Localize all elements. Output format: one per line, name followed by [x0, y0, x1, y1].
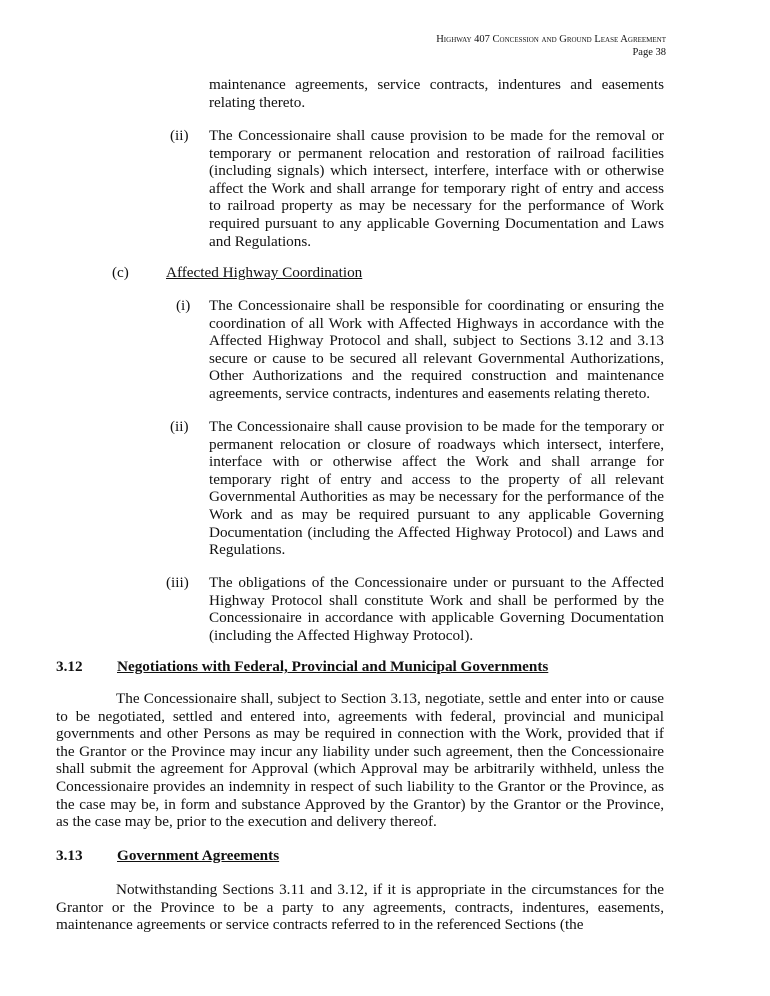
- continued-paragraph: maintenance agreements, service contracts, indentures and easements relating thereto.: [209, 76, 664, 111]
- page-header: [436, 33, 666, 59]
- item-label: (i): [176, 297, 191, 314]
- item-paragraph: The Concessionaire shall cause provision to be made for the removal or temporary or permanent relocation and restoration of railroad facilities (including signals) which intersect, interfere, interface with or otherwise affect the Work and shall arrange for temporary right of entry and access to railroad property as may be necessary for the performance of Work required pursuant to any applicable Governing Documentation and Laws and Regulations.: [209, 127, 664, 250]
- item-label: (ii): [170, 127, 189, 144]
- section-body: The Concessionaire shall, subject to Section 3.13, negotiate, settle and enter into or cause to be negotiated, settled and entered into, agreements with federal, provincial and municipal governments and other Persons as may be required in connection with the Work, provided that if the Grantor or the Province may incur any liability under such agreement, then the Concessionaire shall submit the agreement for Approval (which Approval may be arbitrarily withheld, unless the Concessionaire provides an indemnity in respect of such liability to the Grantor or the Province, as the case may be, in form and substance Approved by the Grantor) by the Grantor or the Province, as the case may be, prior to the execution and delivery thereof.: [56, 690, 664, 831]
- item-label: (ii): [170, 418, 189, 435]
- section-heading: Negotiations with Federal, Provincial and Municipal Governments: [117, 658, 549, 675]
- section-number: 3.12: [56, 658, 83, 675]
- item-paragraph: The Concessionaire shall be responsible for coordinating or ensuring the coordination of all Work with Affected Highways in accordance with the Affected Highway Protocol and shall, subject to Sections 3.12 and 3.13 secure or cause to be secured all relevant Governmental Authorizations, Other Authorizations and the required construction and maintenance agreements, service contracts, indentures and easements relating thereto.: [209, 297, 664, 402]
- item-paragraph: The obligations of the Concessionaire under or pursuant to the Affected Highway Protocol shall constitute Work and shall be performed by the Concessionaire in accordance with applicable Governing Documentation (including the Affected Highway Protocol).: [209, 574, 664, 644]
- header-page-number: Page 38: [632, 47, 666, 58]
- section-number: 3.13: [56, 847, 83, 864]
- section-body: Notwithstanding Sections 3.11 and 3.12, if it is appropriate in the circumstances for the Grantor or the Province to be a party to any agreements, contracts, indentures, easements, maintenance agreements or service contracts referred to in the referenced Sections (the: [56, 881, 664, 934]
- subsection-heading: Affected Highway Coordination: [166, 264, 363, 281]
- item-paragraph: The Concessionaire shall cause provision to be made for the temporary or permanent relocation or closure of roadways which intersect, interfere, interface with or otherwise affect the Work and shall arrange for temporary right of entry and access to the property of all relevant Governmental Authorities as may be necessary for the performance of the Work and as may be required pursuant to any applicable Governing Documentation (including the Affected Highway Protocol) and Laws and Regulations.: [209, 418, 664, 559]
- subsection-label: (c): [112, 264, 129, 281]
- header-title: Highway 407 Concession and Ground Lease Agreement: [436, 34, 666, 45]
- section-heading: Government Agreements: [117, 847, 280, 864]
- item-label: (iii): [166, 574, 189, 591]
